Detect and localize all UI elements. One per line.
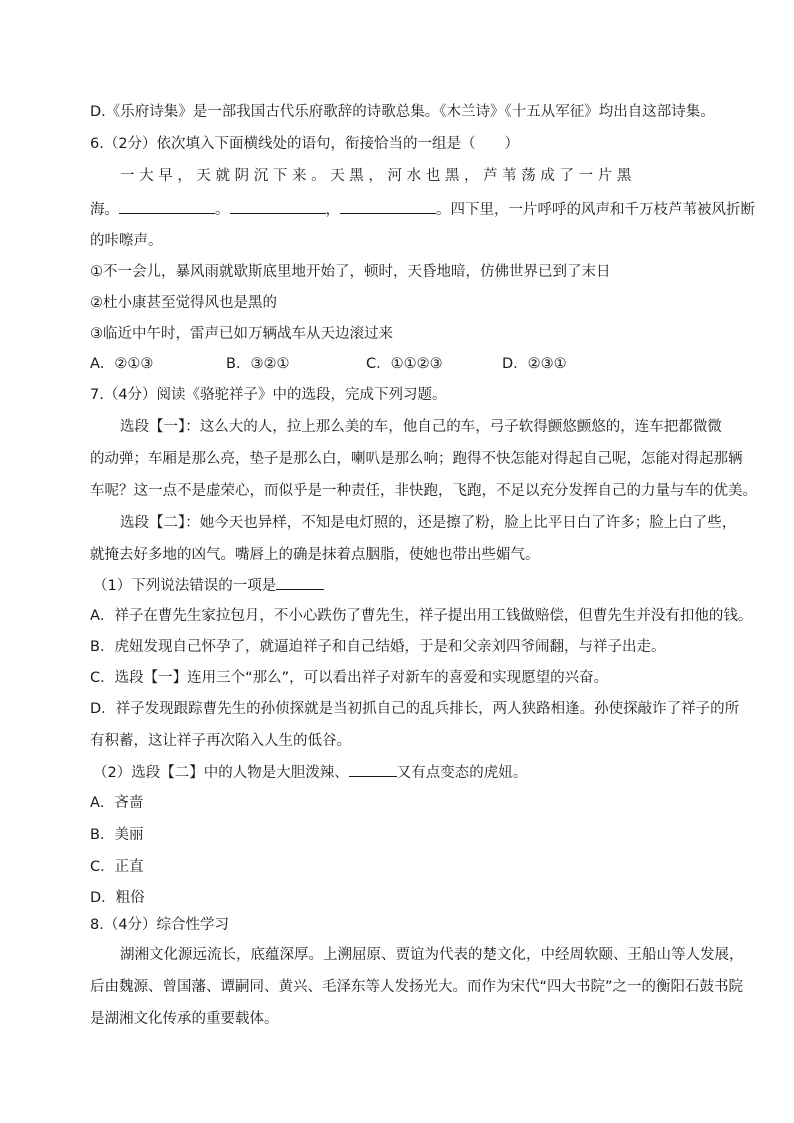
q7-sub2-option-b: B．美丽	[90, 827, 144, 843]
q7-sub1-stem	[93, 575, 324, 596]
q7-sub2-option-a: A．吝啬	[90, 795, 144, 811]
q6-blank-3	[340, 199, 436, 214]
q6-option-d: D．②③①	[502, 356, 567, 372]
q6-sentence-1: ①不一会儿，暴风雨就歇斯底里地开始了，顿时，天昏地暗，仿佛世界已到了末日	[90, 264, 611, 280]
q7-excerpt1-line-1: 选段【一】：这么大的人，拉上那么美的车，他自己的车，弓子软得颤悠颤悠的，连车把都微微	[120, 419, 722, 435]
q7-sub2-blank	[349, 762, 397, 777]
q7-sub1-option-b: B．虎妞发现自己怀孕了，就逼迫祥子和自己结婚，于是和父亲刘四爷闹翻，与祥子出走。	[90, 639, 666, 655]
q6-passage-text-d: 。四下里，一片呼呼的风声和千万枝芦苇被风折断	[436, 202, 755, 218]
q7-sub1-blank	[276, 575, 324, 590]
q7-stem: 7.（4分）阅读《骆驼祥子》中的选段，完成下列习题。	[90, 387, 447, 403]
q7-sub2-option-c: C．正直	[90, 859, 144, 875]
q6-stem: 6.（2分）依次填入下面横线处的语句，衔接恰当的一组是（ ）	[90, 136, 520, 152]
q6-passage-line-2	[90, 199, 755, 220]
q6-passage-text-b: 。	[215, 202, 230, 218]
q7-excerpt1-line-3: 车呢？这一点不是虚荣心，而似乎是一种责任，非快跑，飞跑，不足以充分发挥自己的力量与车的优美。	[90, 483, 757, 499]
q6-passage-text-a: 海。	[90, 202, 119, 218]
q6-sentence-3: ③临近中午时，雷声已如万辆战车从天边滚过来	[90, 326, 393, 342]
q6-passage-text-c: ，	[325, 202, 340, 218]
q6-options	[90, 354, 567, 374]
q7-sub2-stem	[93, 762, 527, 783]
q6-option-c: C．①①②③	[366, 356, 443, 372]
q7-excerpt2-line-1: 选段【二】：她今天也异样，不知是电灯照的，还是擦了粉，脸上比平日白了许多；脸上白了些，	[120, 515, 737, 531]
q5-option-d: D.《乐府诗集》是一部我国古代乐府歌辞的诗歌总集。《木兰诗》《十五从军征》均出自这部诗集。	[90, 104, 715, 120]
q7-sub1-option-d-line-2: 有积蓄，这让祥子再次陷入人生的低谷。	[90, 733, 351, 749]
q6-option-b: B．③②①	[226, 356, 290, 372]
q8-passage-line-1: 湖湘文化源远流长，底蕴深厚。上溯屈原、贾谊为代表的楚文化，中经周软颐、王船山等人发展，	[120, 947, 744, 963]
q6-passage-line-1: 一 大 早 ， 天 就 阴 沉 下 来 。 天 黑 ， 河 水 也 黑 ， 芦 苇 荡 成 了 一 片 黑	[120, 168, 632, 184]
q8-stem: 8.（4分）综合性学习	[90, 917, 230, 933]
q6-blank-1	[119, 199, 215, 214]
q6-blank-2	[230, 199, 326, 214]
q7-sub1-text: （1）下列说法错误的一项是	[93, 578, 277, 594]
q7-sub1-option-a: A．祥子在曹先生家拉包月，不小心跌伤了曹先生，祥子提出用工钱做赔偿，但曹先生并没有扣他的钱。	[90, 608, 753, 624]
q6-sentence-2: ②杜小康甚至觉得风也是黑的	[90, 295, 277, 311]
q7-excerpt1-line-2: 的动弹；车厢是那么亮，垫子是那么白，喇叭是那么响；跑得不快怎能对得起自己呢，怎能对得起那辆	[90, 451, 743, 467]
q7-sub2-option-d: D．粗俗	[90, 890, 145, 906]
q7-sub1-option-d-line-1: D．祥子发现跟踪曹先生的孙侦探就是当初抓自己的乱兵排长，两人狭路相逢。孙使探敲诈了祥子的所	[90, 701, 740, 717]
q7-sub2-text-b: 又有点变态的虎妞。	[396, 765, 528, 781]
q8-passage-line-3: 是湖湘文化传承的重要载体。	[90, 1011, 279, 1027]
q7-excerpt2-line-2: 就掩去好多地的凶气。嘴唇上的确是抹着点胭脂，使她也带出些媚气。	[90, 547, 540, 563]
q6-option-a: A．②①③	[90, 356, 154, 372]
q6-passage-line-3: 的咔嚓声。	[90, 233, 163, 249]
q7-sub2-text-a: （2）选段【二】中的人物是大胆泼辣、	[93, 765, 349, 781]
q8-passage-line-2: 后由魏源、曾国藩、谭嗣同、黄兴、毛泽东等人发扬光大。而作为宋代“四大书院”之一的衡阳石鼓书院	[90, 979, 744, 995]
q7-sub1-option-c: C．选段【一】连用三个“那么”，可以看出祥子对新车的喜爱和实现愿望的兴奋。	[90, 670, 609, 686]
